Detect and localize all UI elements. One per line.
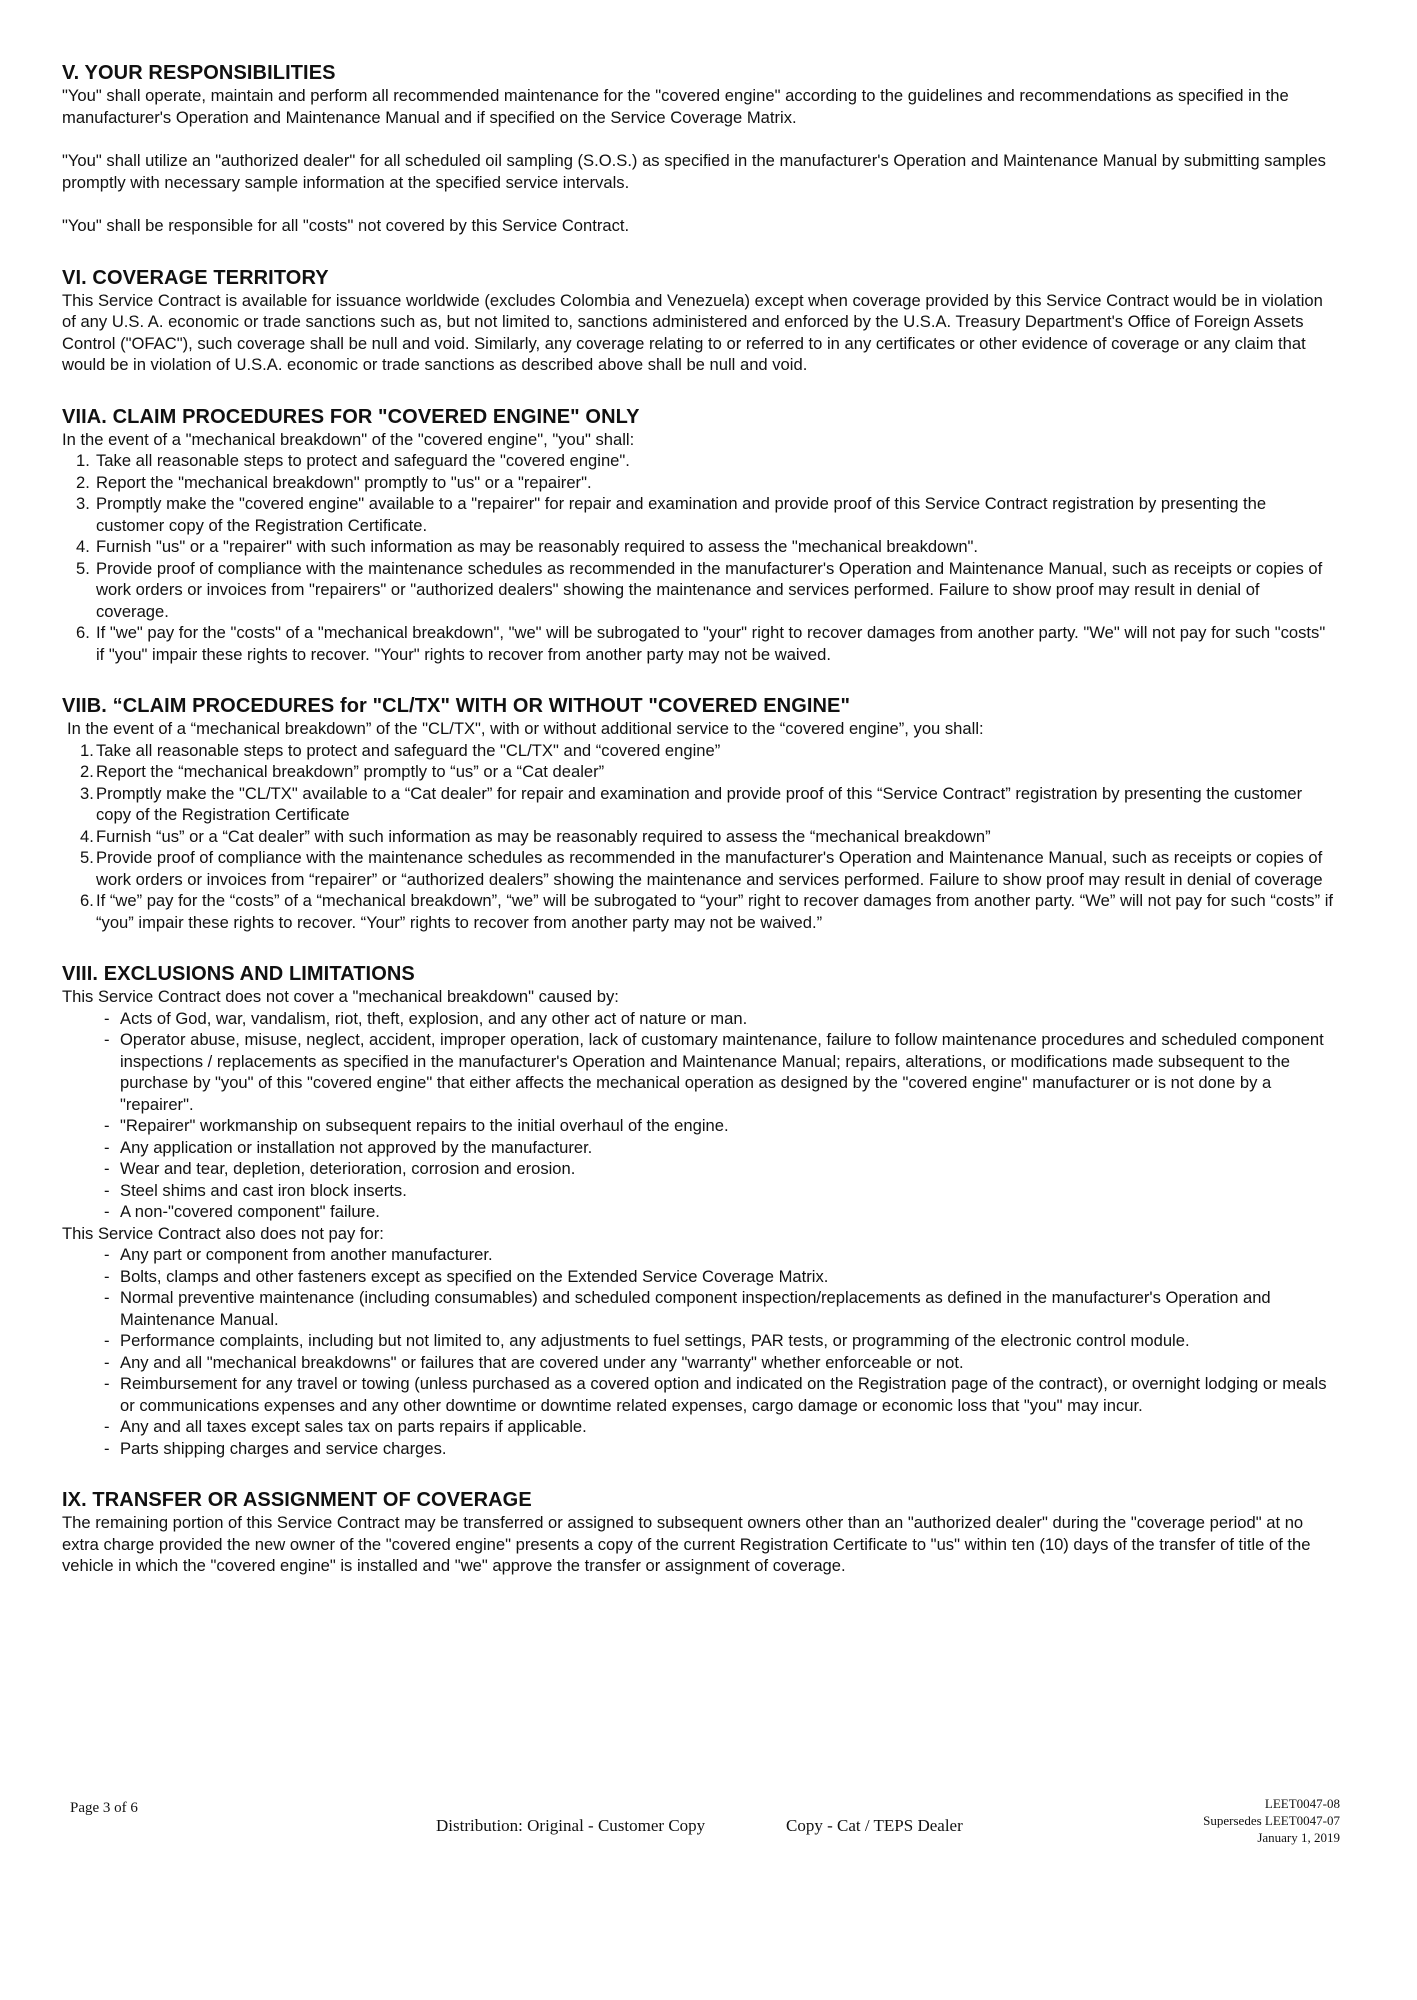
- list-item: 4. Furnish “us” or a “Cat dealer” with such information as may be reasonably required to assess the “mechanical breakdown”: [80, 826, 991, 846]
- list-item: - Any and all "mechanical breakdowns" or failures that are covered under any "warranty" whether enforceable or not.: [104, 1352, 964, 1372]
- list-intro: This Service Contract also does not pay for:: [62, 1223, 384, 1243]
- section-heading: VI. COVERAGE TERRITORY: [62, 266, 329, 289]
- paragraph: This Service Contract is available for issuance worldwide (excludes Colombia and Venezuela) except when coverage provided by this Service Contract would be in violation of any U.S. A. economic or trade sanctions such as, but not limited to, sanctions administered and enforced by the U.S.A. Treasury Department's Office of Foreign Assets Control ("OFAC"), such coverage shall be null and void. Similarly, any coverage relating to or referred to in any certificates or other evidence of coverage or any claim that would be in violation of U.S.A. economic or trade sanctions as described above shall be null and void.: [62, 290, 1323, 374]
- numbered-list: [62, 450, 1337, 665]
- list-intro: This Service Contract does not cover a "mechanical breakdown" caused by:: [62, 987, 619, 1006]
- list-item: - Any and all taxes except sales tax on parts repairs if applicable.: [104, 1417, 587, 1436]
- section-responsibilities: [62, 62, 1337, 237]
- section-exclusions: [62, 963, 1337, 1459]
- bullet-list: [62, 1008, 1337, 1223]
- copy-note: Copy - Cat / TEPS Dealer: [786, 1816, 963, 1835]
- section-heading: VIIB. “CLAIM PROCEDURES for "CL/TX" WITH OR WITHOUT "COVERED ENGINE": [62, 695, 851, 717]
- paragraph: The remaining portion of this Service Contract may be transferred or assigned to subsequent owners other than an "authorized dealer" during the "coverage period" at no extra charge provided the new owner of the "covered engine" presents a copy of the current Registration Certificate to "us" within ten (10) days of the transfer of title of the vehicle in which the "covered engine" is installed and "we" approve the transfer or assignment of coverage.: [62, 1513, 1311, 1575]
- list-item: 1. Take all reasonable steps to protect and safeguard the "covered engine".: [76, 451, 630, 470]
- list-intro: In the event of a “mechanical breakdown” of the "CL/TX", with or without additional service to the “covered engine”, you shall:: [67, 719, 984, 738]
- paragraph: "You" shall operate, maintain and perform all recommended maintenance for the "covered engine" according to the guidelines and recommendations as specified in the manufacturer's Operation and Maintenance Manual and if specified on the Service Coverage Matrix.: [62, 86, 1289, 127]
- paragraph: "You" shall be responsible for all "costs" not covered by this Service Contract.: [62, 216, 630, 235]
- section-heading: VIIA. CLAIM PROCEDURES FOR "COVERED ENGINE" ONLY: [62, 405, 640, 428]
- list-item: 2. Report the “mechanical breakdown” promptly to “us” or a “Cat dealer”: [80, 762, 605, 781]
- section-heading: V. YOUR RESPONSIBILITIES: [62, 62, 336, 84]
- list-item: - "Repairer" workmanship on subsequent repairs to the initial overhaul of the engine.: [104, 1116, 729, 1135]
- list-item: 6. If "we" pay for the "costs" of a "mechanical breakdown", "we" will be subrogated to "your" right to recover damages from another party. "We" will not pay for such "costs" if "you" impair these rights to recover. "Your" rights to recover from another party may not be waived.: [76, 623, 1326, 664]
- list-item: - Any part or component from another manufacturer.: [104, 1245, 493, 1264]
- form-code-id: LEET0047-08: [1264, 1796, 1340, 1811]
- section-transfer: [62, 1489, 1337, 1577]
- section-heading: IX. TRANSFER OR ASSIGNMENT OF COVERAGE: [62, 1489, 532, 1511]
- list-item: - Reimbursement for any travel or towing (unless purchased as a covered option and indicated on the Registration page of the contract), or overnight lodging or meals or communications expenses and any other downtime or downtime related expenses, cargo damage or economic loss that "you" may incur.: [104, 1374, 1327, 1415]
- list-item: 6. If “we” pay for the “costs” of a “mechanical breakdown”, “we” will be subrogated to “your” right to recover damages from another party. “We” will not pay for such “costs” if “you” impair these rights to recover. “Your” rights to recover from another party may not be waived.”: [80, 891, 1334, 932]
- list-item: - Parts shipping charges and service charges.: [104, 1438, 447, 1458]
- list-intro: In the event of a "mechanical breakdown" of the "covered engine", "you" shall:: [62, 429, 635, 449]
- distribution-note: Distribution: Original - Customer Copy: [436, 1816, 706, 1835]
- page-number: Page 3 of 6: [70, 1800, 138, 1816]
- page-footer: [70, 1796, 1340, 1860]
- list-item: - Any application or installation not approved by the manufacturer.: [104, 1137, 593, 1157]
- section-claim-procedures-cltx: [62, 695, 1337, 933]
- form-code-supersedes: Supersedes LEET0047-07: [1203, 1813, 1340, 1828]
- list-item: 4. Furnish "us" or a "repairer" with such information as may be reasonably required to assess the "mechanical breakdown".: [76, 537, 979, 556]
- bullet-list: [62, 1244, 1337, 1459]
- section-claim-procedures-engine: [62, 406, 1337, 666]
- list-item: - Operator abuse, misuse, neglect, accident, improper operation, lack of customary maintenance, failure to follow maintenance procedures and scheduled component inspections / replacements as specified in the manufacturer's Operation and Maintenance Manual; repairs, alterations, or modifications made subsequent to the purchase by "you" of this "covered engine" that either affects the mechanical operation as designed by the "covered engine" manufacturer or is not done by a "repairer".: [104, 1030, 1324, 1114]
- list-item: 3. Promptly make the "CL/TX" available to a “Cat dealer” for repair and examination and provide proof of this “Service Contract” registration by presenting the customer copy of the Registration Certificate: [80, 783, 1303, 824]
- list-item: - Steel shims and cast iron block inserts.: [104, 1180, 407, 1200]
- paragraph: "You" shall utilize an "authorized dealer" for all scheduled oil sampling (S.O.S.) as specified in the manufacturer's Operation and Maintenance Manual by submitting samples promptly with necessary sample information at the specified service intervals.: [62, 151, 1326, 192]
- form-code-date: January 1, 2019: [1257, 1830, 1340, 1845]
- list-item: 3. Promptly make the "covered engine" available to a "repairer" for repair and examination and provide proof of this Service Contract registration by presenting the customer copy of the Registration Certificate.: [76, 494, 1267, 535]
- list-item: 2. Report the "mechanical breakdown" promptly to "us" or a "repairer".: [76, 472, 592, 492]
- list-item: 1. Take all reasonable steps to protect and safeguard the "CL/TX" and “covered engine”: [80, 740, 721, 760]
- list-item: - Normal preventive maintenance (including consumables) and scheduled component inspection/replacements as defined in the manufacturer's Operation and Maintenance Manual.: [104, 1288, 1271, 1329]
- numbered-list: [62, 740, 1337, 934]
- list-item: - Performance complaints, including but not limited to, any adjustments to fuel settings, PAR tests, or programming of the electronic control module.: [104, 1331, 1190, 1350]
- list-item: - Wear and tear, depletion, deterioration, corrosion and erosion.: [104, 1159, 576, 1178]
- section-heading: VIII. EXCLUSIONS AND LIMITATIONS: [62, 963, 415, 985]
- section-coverage-territory: [62, 267, 1337, 376]
- form-code: [1203, 1795, 1340, 1846]
- list-item: 5. Provide proof of compliance with the maintenance schedules as recommended in the manufacturer's Operation and Maintenance Manual, such as receipts or copies of work orders or invoices from “repairer” or “authorized dealers” showing the maintenance and services performed. Failure to show proof may result in denial of coverage: [80, 848, 1323, 889]
- list-item: - Acts of God, war, vandalism, riot, theft, explosion, and any other act of nature or man.: [104, 1008, 748, 1028]
- list-item: - Bolts, clamps and other fasteners except as specified on the Extended Service Coverage Matrix.: [104, 1266, 829, 1286]
- list-item: - A non-"covered component" failure.: [104, 1202, 380, 1221]
- list-item: 5. Provide proof of compliance with the maintenance schedules as recommended in the manufacturer's Operation and Maintenance Manual, such as receipts or copies of work orders or invoices from "repairers" or "authorized dealers" showing the maintenance and services performed. Failure to show proof may result in denial of coverage.: [76, 558, 1323, 621]
- document-page: [62, 62, 1337, 1607]
